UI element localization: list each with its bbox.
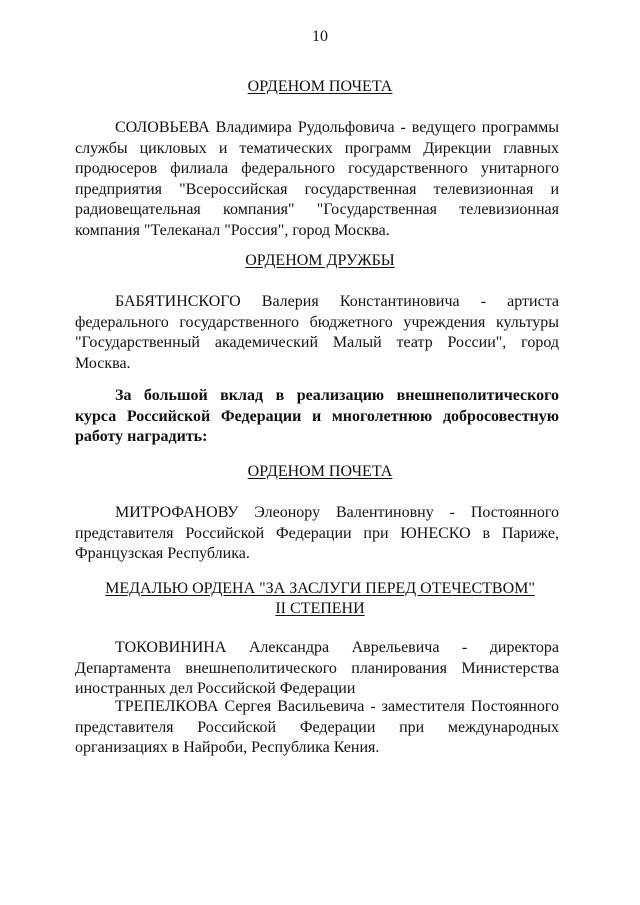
award-heading-order-of-honour: ОРДЕНОМ ПОЧЕТА bbox=[247, 78, 393, 95]
page-number: 10 bbox=[312, 28, 328, 45]
award-paragraph-trepelkov: ТРЕПЕЛКОВА Сергея Васильевича - заместителя Постоянного представителя Российской Федерации при международных организациях в Найроби, Республика Кения. bbox=[75, 698, 559, 756]
award-paragraph-babyatinsky: БАБЯТИНСКОГО Валерия Константиновича - артиста федерального государственного бюджетного учреждения культуры "Государственный академический Малый театр России", город Москва. bbox=[75, 293, 559, 372]
award-heading-order-of-honour-2: ОРДЕНОМ ПОЧЕТА bbox=[247, 463, 393, 480]
award-paragraph-mitrofanova: МИТРОФАНОВУ Элеонору Валентиновну - Постоянного представителя Российской Федерации при ЮНЕСКО в Париже, Французская Республика. bbox=[75, 504, 559, 562]
award-paragraph-soloviev: СОЛОВЬЕВА Владимира Рудольфовича - ведущего программы службы цикловых и тематических программ Дирекции главных продюсеров филиала федерального государственного унитарного предприятия "Всероссийская государственная телевизионная и радиовещательная компания" "Государственная телевизионная компания "Телеканал "Россия", город Москва. bbox=[75, 119, 559, 239]
award-intro-paragraph: За большой вклад в реализацию внешнеполитического курса Российской Федерации и многолетнюю добросовестную работу наградить: bbox=[75, 387, 559, 445]
award-heading-medal-line-2: II СТЕПЕНИ bbox=[275, 600, 365, 617]
award-heading-medal-line-1: МЕДАЛЬЮ ОРДЕНА "ЗА ЗАСЛУГИ ПЕРЕД ОТЕЧЕСТВОМ" bbox=[105, 580, 535, 597]
award-paragraph-tokovinin: ТОКОВИНИНА Александра Аврельевича - директора Департамента внешнеполитического планирования Министерства иностранных дел Российской Федерации bbox=[75, 639, 559, 697]
award-heading-order-of-friendship: ОРДЕНОМ ДРУЖБЫ bbox=[245, 252, 395, 269]
